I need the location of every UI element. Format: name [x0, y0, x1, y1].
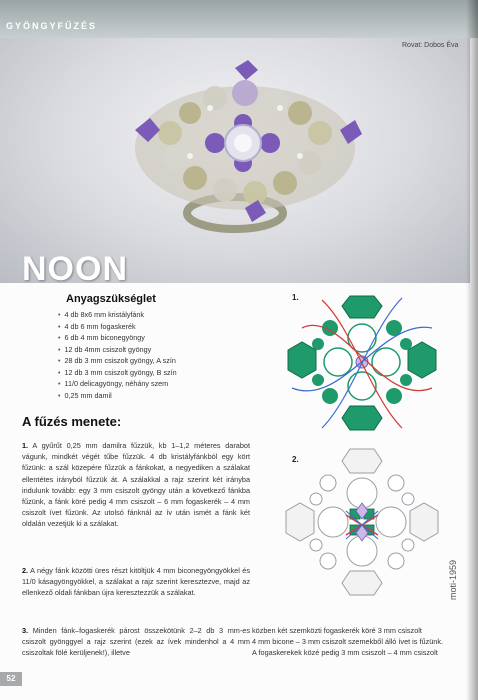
step-3-cont-line-3: A fogaskerekek közé pedig 3 mm csiszolt – 4 mm csiszolt — [252, 648, 438, 658]
article-title: NOON — [22, 250, 128, 283]
materials-list — [58, 309, 177, 401]
step-3-cont-line-1: közben két szemközti fogaskerék köré 3 mm csiszolt — [252, 626, 422, 635]
watermark: moti-1959 — [448, 559, 458, 600]
materials-item: • 12 db 4mm csiszolt gyöngy — [58, 344, 177, 356]
materials-item: • 28 db 3 mm csiszolt gyöngy, A szín — [58, 355, 177, 367]
materials-item: • 4 db 8x6 mm kristályfánk — [58, 309, 177, 321]
header-strip — [0, 0, 478, 38]
step-1-number: 1. — [22, 441, 29, 450]
step-1-paragraph — [22, 440, 250, 530]
ring-photo — [0, 38, 470, 283]
step-3-number: 3. — [22, 626, 29, 635]
diagram-1-label: 1. — [292, 293, 299, 302]
materials-title: Anyagszükséglet — [66, 293, 156, 305]
binding-shadow — [466, 0, 478, 700]
method-title: A fűzés menete: — [22, 414, 122, 429]
step-2-paragraph — [22, 565, 250, 599]
section-label: GYÖNGYFŰZÉS — [6, 21, 98, 31]
author-credit: Rovat: Dobos Éva — [402, 42, 459, 49]
step-1-text: A gyűrűt 0,25 mm damilra fűzzük, kb 1–1,2 méteres darabot vágunk, mindkét végét tűbe fűzzük. 4 db kristályfánkból egy kört fűzünk: a szál közepére fűzzük a fánkokat, a negyediken a szálakat ellentétes irányból fűzzük át. A szálakkal a rajz szerint két irányba indulunk tovább: egy 3 mm csiszolt gyöngy után a következő fánkba fűzünk, a fánk köré pedig 4 mm csiszolt – 6 mm fogaskerék – 4 mm csiszolt ívet fűzünk. Az utolsó fánknál az ív után ismét a fánk két oldalán vezetjük ki a szálakat. — [22, 441, 251, 529]
step-3-paragraph — [22, 625, 250, 659]
step-2-number: 2. — [22, 566, 29, 575]
diagram-2 — [282, 445, 442, 600]
diagram-1 — [282, 288, 442, 438]
materials-item: • 0,25 mm damil — [58, 390, 177, 402]
step-2-text: A négy fánk közötti üres részt kitöltjük 4 mm biconegyöngyökkel és 11/0 kásagyöngyökkel, a szálakat a rajz szerint keresztezve, majd az ellenkező oldali fánkban újra keresztezzük a szálakat. — [22, 566, 250, 598]
hero-photo — [0, 38, 470, 283]
materials-item: • 12 db 3 mm csiszolt gyöngy, B szín — [58, 367, 177, 379]
materials-item: • 4 db 6 mm fogaskerék — [58, 321, 177, 333]
materials-item: • 11/0 delicagyöngy, néhány szem — [58, 378, 177, 390]
step-3-cont-line-2: 4 mm bicone – 3 mm csiszolt szemekből álló ívet is fűzünk. — [252, 637, 444, 647]
step-3-text: Minden fánk–fogaskerék párost összekötünk 2–2 db 3 mm-es csiszolt gyönggyel a rajz szerint (ezek az ívek mindenhol a 4 mm csiszoltak fölé kerüljenek!), illetve — [22, 626, 250, 658]
diagram-2-label: 2. — [292, 455, 299, 464]
step-3-continued — [252, 625, 464, 659]
page-number: 52 — [0, 672, 22, 686]
materials-item: • 6 db 4 mm biconegyöngy — [58, 332, 177, 344]
